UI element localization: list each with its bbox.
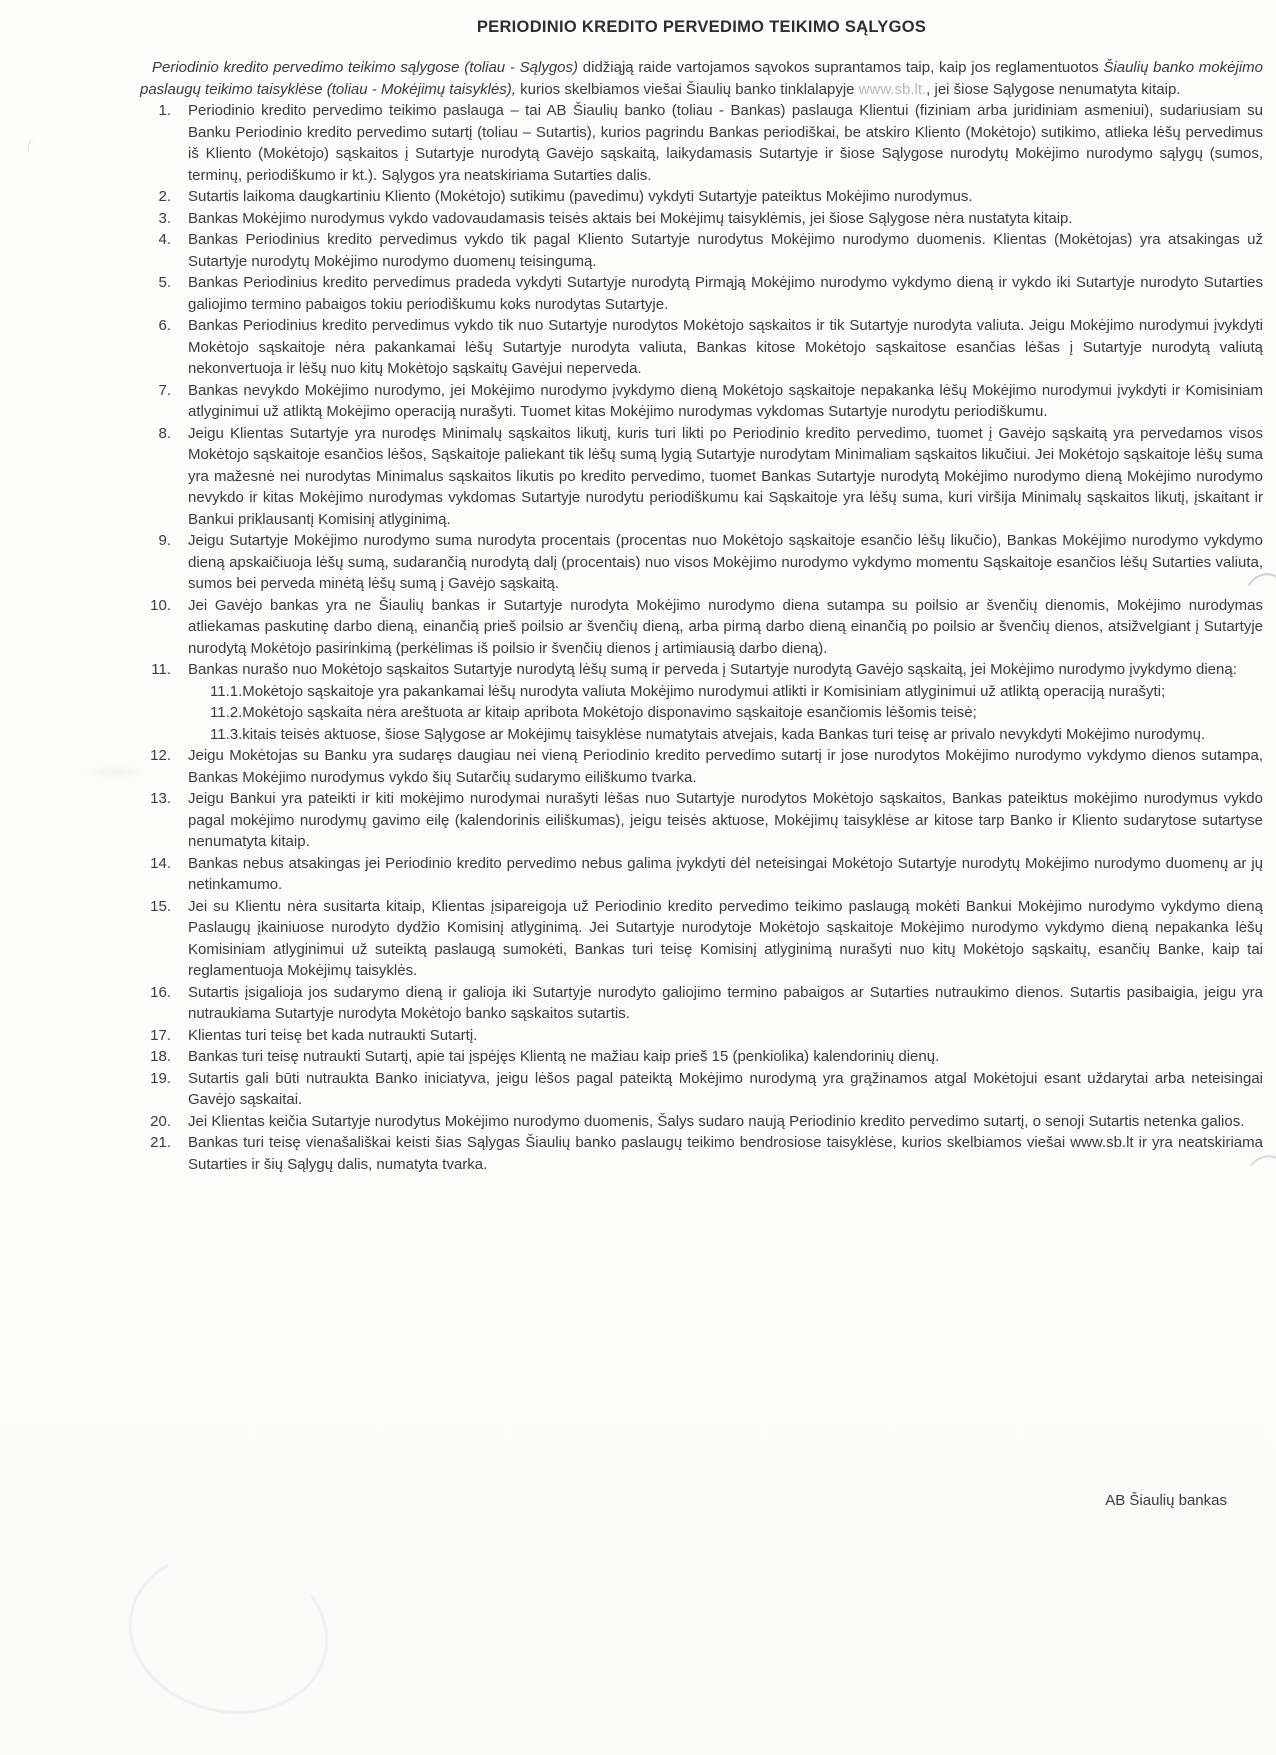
scan-artifact [80, 765, 150, 779]
item-text: Jei Klientas keičia Sutartyje nurodytus Mokėjimo nurodymo duomenis, Šalys sudaro naują Periodinio kredito pervedimo sutartį, o senoji Sutartis netenka galios. [188, 1112, 1245, 1130]
list-item-row [140, 423, 1263, 531]
item-number: 4. [158, 231, 171, 248]
list-item-row [140, 1046, 1263, 1068]
list-item-row [140, 315, 1263, 380]
item-number: 21. [150, 1134, 171, 1151]
list-item-row [140, 272, 1263, 315]
list-item [140, 530, 1263, 595]
item-text: Bankas Mokėjimo nurodymus vykdo vadovaudamasis teisės aktais bei Mokėjimų taisyklėmis, jei šiose Sąlygose nėra nustatyta kitaip. [188, 209, 1073, 227]
item-number: 14. [150, 854, 171, 872]
item-text: Jeigu Mokėtojas su Banku yra sudaręs daugiau nei vieną Periodinio kredito pervedimo sutartį ir jose nurodytos Mokėjimo nurodymo vykdymo dienos sutampa, Bankas Mokėjimo nurodymus vykdo šių Sutarčių sudarymo eiliškumo tvarka. [188, 747, 1263, 786]
item-number: 5. [158, 274, 171, 291]
list-item-row [140, 1111, 1263, 1133]
list-item [140, 1068, 1263, 1111]
item-number: 19. [150, 1069, 171, 1087]
list-item-row [140, 1068, 1263, 1111]
list-item [140, 208, 1263, 230]
item-text: Jeigu Bankui yra pateikti ir kiti mokėjimo nurodymai nurašyti lėšas nuo Sutartyje nurodytos Mokėtojo sąskaitos, Bankas pateiktus mokėjimo nurodymus vykdo pagal mokėjimo nurodymų gavimo eilę (kalendorinis eiliškumas), jeigu teisės aktuose, Mokėjimų taisyklėse ar kitose tarp Banko ir Kliento sudarytose sutartyse nenumatyta kitaip. [188, 790, 1263, 850]
list-item [140, 423, 1263, 531]
item-number: 15. [150, 897, 171, 915]
signature: AB Šiaulių bankas [1105, 1492, 1227, 1509]
list-item [140, 186, 1263, 208]
list-item-row [140, 659, 1263, 681]
list-item-row [140, 595, 1263, 660]
list-item [140, 315, 1263, 380]
item-text: Mokėtojo sąskaitoje yra pakankamai lėšų nurodyta valiuta Mokėjimo nurodymui atlikti ir Komisiniam atlyginimui už atliktą operaciją nurašyti; [242, 682, 1166, 700]
intro-segment: , jei šiose Sąlygose nenumatyta kitaip. [926, 80, 1181, 98]
item-text: Periodinio kredito pervedimo teikimo paslauga – tai AB Šiaulių banko (toliau - Bankas) paslauga Klientui (fiziniam arba juridiniam asmeniui), sudariusiam su Banku Periodinio kredito pervedimo sutartį (toliau – Sutartis), kurios pagrindu Bankas periodiškai, be atskiro Kliento (Mokėtojo) sutikimo, atlieka lėšų pervedimus iš Kliento (Mokėtojo) sąskaitos į Sutartyje nurodytą Gavėjo sąskaitą, laikydamasis Sutartyje ir šiose Sąlygose nurodytų Mokėjimo nurodymo sąlygų (sumos, terminų, periodiškumo ir kt.). Sąlygos yra neatskiriama Sutarties dalis. [188, 102, 1263, 184]
item-number: 6. [158, 317, 171, 334]
intro-segment: didžiąją raide vartojamos sąvokos suprantamos taip, kaip jos reglamentuotos [578, 59, 1104, 76]
item-text: Bankas nebus atsakingas jei Periodinio kredito pervedimo nebus galima įvykdyti dėl neteisingai Mokėtojo Sutartyje nurodytų Mokėjimo nurodymo duomenų ar jų netinkamumo. [188, 854, 1263, 893]
list-item-row [140, 896, 1263, 982]
list-item-row [140, 229, 1263, 272]
item-number: 10. [150, 596, 171, 614]
list-item [140, 659, 1263, 745]
item-number: 3. [158, 209, 171, 227]
list-item-row [140, 745, 1263, 788]
item-text: Jeigu Sutartyje Mokėjimo nurodymo suma nurodyta procentais (procentas nuo Mokėtojo sąskaitoje esančio lėšų likučio), Bankas Mokėjimo nurodymo vykdymo dieną apskaičiuoja lėšų sumą, sudarančią nurodytą dalį (procentais) nuo visos Mokėjimo nurodymo vykdymo momentu Sąskaitoje esančios lėšų Sutarties valiuta, sumos bei perveda minėtą lėšų sumą į Gavėjo sąskaitą. [188, 532, 1263, 592]
item-number: 12. [150, 747, 171, 764]
intro-segment: Periodinio kredito pervedimo teikimo sąlygose (toliau - Sąlygos) [152, 59, 579, 76]
terms-list [140, 100, 1263, 1175]
item-text: Jei su Klientu nėra susitarta kitaip, Klientas įsipareigoja už Periodinio kredito pervedimo teikimo paslaugą mokėti Bankui Mokėjimo nurodymo vykdymo dieną Paslaugų įkainiuose nurodyto dydžio Komisinį atlyginimą. Jei Sutartyje nurodytoje Mokėtojo sąskaitoje Mokėjimo nurodymo vykdymo dieną nepakanka lėšų Komisiniam atlyginimui už suteiktą paslaugą sumokėti, Bankas turi teisę Komisinį atlyginimą nurašyti nuo kitų Mokėtojo sąskaitų, esančių Banke, kaip tai reglamentuoja Mokėjimų taisyklės. [188, 897, 1263, 979]
list-item [140, 100, 1263, 186]
item-number: 20. [150, 1112, 171, 1130]
intro-paragraph [140, 57, 1263, 100]
item-text: Sutartis gali būti nutraukta Banko iniciatyva, jeigu lėšos pagal pateiktą Mokėjimo nurodymą yra grąžinamos atgal Mokėtojui esant uždarytai arba neteisingai Gavėjo sąskaitai. [188, 1069, 1263, 1108]
item-text: Bankas nevykdo Mokėjimo nurodymo, jei Mokėjimo nurodymo įvykdymo dieną Mokėtojo sąskaitoje nepakanka lėšų Mokėjimo nurodymui įvykdyti ir Komisiniam atlyginimui už atliktą Mokėjimo operaciją nurašyti. Tuomet kitas Mokėjimo nurodymas vykdomas Sutartyje nurodytu periodiškumu. [188, 381, 1263, 420]
item-number: 17. [150, 1026, 171, 1044]
list-item-row [140, 186, 1263, 208]
item-number: 2. [158, 188, 171, 205]
list-item-row [140, 380, 1263, 423]
item-text: Sutartis įsigalioja jos sudarymo dieną ir galioja iki Sutartyje nurodyto galiojimo termino pabaigos ar Sutarties nutraukimo dienos. Sutartis pasibaigia, jeigu yra nutraukiama Sutartyje nurodyta Mokėtojo banko sąskaitos sutartis. [188, 983, 1263, 1022]
item-number: 13. [150, 790, 171, 807]
item-number: 9. [158, 532, 171, 549]
list-item [140, 229, 1263, 272]
item-number: 11.2. [210, 704, 243, 721]
item-number: 1. [158, 102, 171, 119]
page-title: PERIODINIO KREDITO PERVEDIMO TEIKIMO SĄLYGOS [476, 18, 927, 36]
scan-artifact [113, 1533, 343, 1732]
item-number: 11.1. [210, 682, 243, 700]
list-item [140, 380, 1263, 423]
item-text: Klientas turi teisę bet kada nutraukti Sutartį. [188, 1026, 478, 1044]
list-item-row [140, 530, 1263, 595]
item-number: 11.3. [210, 725, 243, 743]
item-text: Sutartis laikoma daugkartiniu Kliento (Mokėtojo) sutikimu (pavedimu) vykdyti Sutartyje pateiktus Mokėjimo nurodymus. [188, 188, 973, 205]
list-item [140, 896, 1263, 982]
list-item-row [140, 1132, 1263, 1175]
item-text: Jeigu Klientas Sutartyje yra nurodęs Minimalų sąskaitos likutį, kuris turi likti po Periodinio kredito pervedimo, tuomet į Gavėjo sąskaitą yra pervedamos visos Mokėtojo sąskaitoje esančios lėšos, Sąskaitoje paliekant tik lėšų sumą lygią Sutartyje nurodytam Minimaliam sąskaitos likučiui. Jei Mokėtojo sąskaitoje lėšų suma yra mažesnė nei nurodytas Minimalus sąskaitos likutis po kredito pervedimo, tuomet Bankas Sutartyje nurodytą Mokėjimo nurodymo dieną Mokėjimo nurodymo nevykdo ir kitas Mokėjimo nurodymas vykdomas Sutartyje nurodytu periodiškumu kai Sąskaitoje yra lėšų suma, kuri viršija Minimalų sąskaitos likutį, įskaitant ir Bankui priklausantį Komisinį atlyginimą. [188, 424, 1263, 528]
list-item [140, 1111, 1263, 1133]
item-text: Bankas Periodinius kredito pervedimus vykdo tik pagal Kliento Sutartyje nurodytus Mokėjimo nurodymo duomenis. Klientas (Mokėtojas) yra atsakingas už Sutartyje nurodytų Mokėjimo nurodymo duomenų teisingumą. [188, 231, 1263, 270]
list-item-row [140, 1025, 1263, 1047]
sub-list-item [210, 681, 1263, 703]
sub-list-item [210, 702, 1263, 724]
list-item [140, 595, 1263, 660]
intro-segment: Šiaulių banko mokėjimo paslaugų teikimo taisyklėse (toliau - Mokėjimų taisyklės), [140, 59, 1263, 98]
item-number: 8. [158, 424, 171, 442]
item-text: Mokėtojo sąskaita nėra areštuota ar kitaip apribota Mokėtojo disponavimo sąskaitoje esančiomis lėšomis teisė; [242, 704, 977, 721]
item-number: 16. [150, 983, 171, 1001]
website-link-text: www.sb.lt. [858, 80, 927, 98]
item-number: 18. [150, 1048, 171, 1065]
list-item [140, 1132, 1263, 1175]
item-text: Bankas Periodinius kredito pervedimus vykdo tik nuo Sutartyje nurodytos Mokėtojo sąskaitos ir tik Sutartyje nurodyta valiuta. Jeigu Mokėjimo nurodymui įvykdyti Mokėtojo sąskaitoje nėra pakankamai lėšų Sutartyje nurodyta valiuta, Bankas kitose Mokėtojo sąskaitose esančias lėšas į Sutartyje nurodytą valiutą nekonvertuoja ir lėšų nuo kitų Mokėtojo sąskaitų Gavėjui neperveda. [188, 317, 1263, 377]
intro-segment: kurios skelbiamos viešai Šiaulių banko tinklalapyje [515, 80, 859, 98]
item-text: Bankas Periodinius kredito pervedimus pradeda vykdyti Sutartyje nurodytą Pirmąją Mokėjimo nurodymo vykdymo dieną ir vykdo iki Sutartyje nurodyto Sutarties galiojimo termino pabaigos tokiu periodiškumu koks nurodytas Sutartyje. [188, 274, 1263, 313]
list-item-row [140, 788, 1263, 853]
list-item-row [140, 853, 1263, 896]
item-text: Bankas turi teisę vienašališkai keisti šias Sąlygas Šiaulių banko paslaugų teikimo bendrosiose taisyklėse, kurios skelbiamos viešai www.sb.lt ir yra neatskiriama Sutarties ir šių Sąlygų dalis, numatyta tvarka. [188, 1134, 1263, 1173]
list-item [140, 1025, 1263, 1047]
list-item-row [140, 208, 1263, 230]
item-number: 7. [158, 381, 171, 399]
item-text: Jei Gavėjo bankas yra ne Šiaulių bankas ir Sutartyje nurodyta Mokėjimo nurodymo diena sutampa su poilsio ar švenčių dienomis, Mokėjimo nurodymas atliekamas paskutinę darbo dieną, einančią prieš poilsio ar švenčių dieną, arba pirmą darbo dieną einančią po poilsio ar švenčių dienos, atsižvelgiant į Sutartyje nurodytą Mokėtojo pasirinkimą (perkėlimas iš poilsio ir švenčių dienos į artimiausią darbo dieną). [188, 596, 1263, 657]
item-text: Bankas nurašo nuo Mokėtojo sąskaitos Sutartyje nurodytą lėšų sumą ir perveda į Sutartyje nurodytą Gavėjo sąskaitą, jei Mokėjimo nurodymo įvykdymo dieną: [188, 661, 1237, 678]
list-item [140, 788, 1263, 853]
list-item-row [140, 982, 1263, 1025]
list-item [140, 853, 1263, 896]
item-text: kitais teisės aktuose, šiose Sąlygose ar Mokėjimų taisyklėse numatytais atvejais, kada Bankas turi teisę ar privalo nevykdyti Mokėjimo nurodymų. [242, 725, 1206, 743]
list-item [140, 745, 1263, 788]
list-item [140, 1046, 1263, 1068]
item-number: 11. [151, 661, 171, 678]
sub-list-item [210, 724, 1263, 746]
list-item [140, 982, 1263, 1025]
list-item-row [140, 100, 1263, 186]
list-item [140, 272, 1263, 315]
item-text: Bankas turi teisę nutraukti Sutartį, apie tai įspėjęs Klientą ne mažiau kaip prieš 15 (penkiolika) kalendorinių dienų. [188, 1048, 940, 1065]
